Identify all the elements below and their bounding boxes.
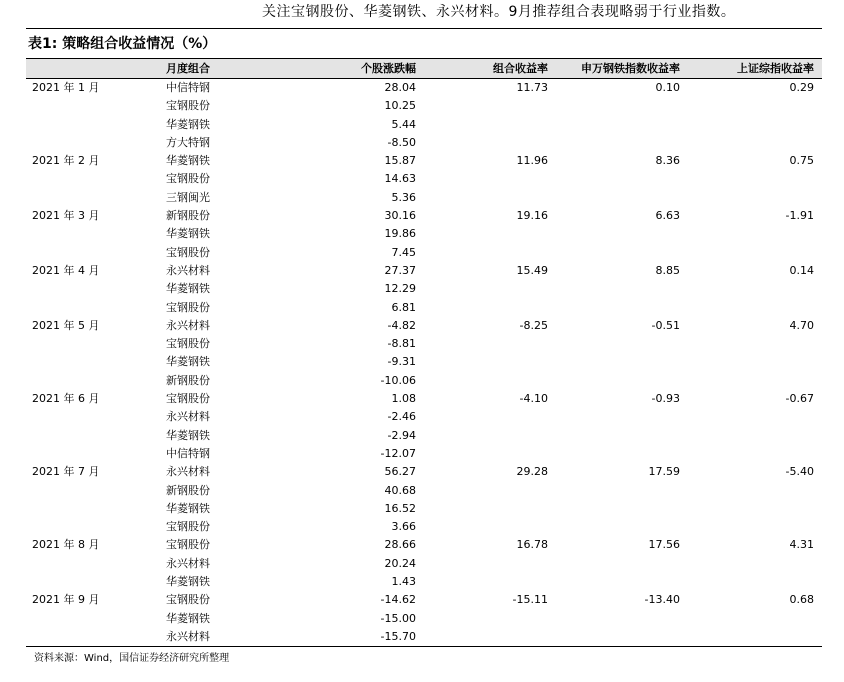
source-note: 资料来源：Wind，国信证券经济研究所整理: [34, 653, 230, 664]
change-cell: -12.07: [380, 446, 416, 460]
table-row: [26, 390, 822, 408]
table-bottom-rule: [26, 646, 822, 647]
stock-cell: 宝钢股份: [166, 172, 210, 186]
shanghai-return-cell: -1.91: [785, 209, 814, 223]
change-cell: -14.62: [380, 593, 416, 607]
stock-cell: 方大特钢: [166, 135, 210, 149]
industry-return-cell: 17.56: [648, 538, 680, 552]
stock-cell: 宝钢股份: [166, 300, 210, 314]
industry-return-cell: 17.59: [648, 465, 680, 479]
portfolio-returns-table: [26, 28, 822, 647]
stock-cell: 宝钢股份: [166, 392, 210, 406]
stock-cell: 华菱钢铁: [166, 282, 210, 296]
change-cell: -8.81: [387, 337, 416, 351]
stock-cell: 宝钢股份: [166, 99, 210, 113]
change-cell: 28.66: [384, 538, 416, 552]
table-row: [26, 97, 822, 115]
table-row: [26, 79, 822, 97]
table-row: [26, 225, 822, 243]
shanghai-return-cell: 0.29: [789, 81, 814, 94]
change-cell: 30.16: [384, 209, 416, 223]
month-cell: 2021 年 4 月: [32, 263, 100, 277]
portfolio-return-cell: 11.96: [516, 154, 548, 168]
change-cell: 56.27: [384, 465, 416, 479]
shanghai-return-cell: 0.14: [789, 263, 814, 277]
change-cell: 27.37: [384, 263, 416, 277]
change-cell: 7.45: [391, 245, 416, 259]
change-cell: 14.63: [384, 172, 416, 186]
industry-return-cell: -0.93: [651, 392, 680, 406]
change-cell: 1.08: [391, 392, 416, 406]
stock-cell: 宝钢股份: [166, 337, 210, 351]
change-cell: 15.87: [384, 154, 416, 168]
stock-cell: 永兴材料: [166, 263, 210, 277]
header-change: 个股涨跌幅: [361, 62, 416, 75]
stock-cell: 华菱钢铁: [166, 355, 210, 369]
stock-cell: 华菱钢铁: [166, 575, 210, 589]
stock-cell: 中信特钢: [166, 446, 210, 460]
table-row: [26, 189, 822, 207]
table-row: [26, 335, 822, 353]
table-row: [26, 591, 822, 609]
change-cell: -9.31: [387, 355, 416, 369]
table-row: [26, 518, 822, 536]
stock-cell: 宝钢股份: [166, 245, 210, 259]
table-row: [26, 207, 822, 225]
portfolio-return-cell: -15.11: [512, 593, 548, 607]
stock-cell: 永兴材料: [166, 465, 210, 479]
table-row: [26, 500, 822, 518]
table-row: [26, 280, 822, 298]
shanghai-return-cell: 0.75: [789, 154, 814, 168]
stock-cell: 永兴材料: [166, 318, 210, 332]
stock-cell: 永兴材料: [166, 556, 210, 570]
month-cell: 2021 年 8 月: [32, 538, 100, 552]
table-row: [26, 134, 822, 152]
stock-cell: 新钢股份: [166, 483, 210, 497]
change-cell: 20.24: [384, 556, 416, 570]
month-cell: 2021 年 9 月: [32, 593, 100, 607]
change-cell: -15.70: [380, 629, 416, 643]
shanghai-return-cell: 4.70: [789, 318, 814, 332]
change-cell: 40.68: [384, 483, 416, 497]
portfolio-return-cell: -8.25: [519, 318, 548, 332]
industry-return-cell: 8.85: [655, 263, 680, 277]
portfolio-return-cell: 16.78: [516, 538, 548, 552]
change-cell: 6.81: [391, 300, 416, 314]
table-row: [26, 152, 822, 170]
table-row: [26, 445, 822, 463]
change-cell: 1.43: [391, 575, 416, 589]
header-stock: 月度组合: [166, 62, 210, 75]
change-cell: 28.04: [384, 81, 416, 94]
table-row: [26, 317, 822, 335]
change-cell: -4.82: [387, 318, 416, 332]
table-row: [26, 408, 822, 426]
month-cell: 2021 年 5 月: [32, 318, 100, 332]
change-cell: -15.00: [380, 611, 416, 625]
table-body: [26, 79, 822, 646]
month-cell: 2021 年 6 月: [32, 392, 100, 406]
change-cell: -10.06: [380, 373, 416, 387]
table-row: [26, 610, 822, 628]
change-cell: 5.44: [391, 117, 416, 131]
change-cell: -2.46: [387, 410, 416, 424]
month-cell: 2021 年 1 月: [32, 81, 100, 94]
table-row: [26, 463, 822, 481]
table-row: [26, 353, 822, 371]
stock-cell: 华菱钢铁: [166, 227, 210, 241]
table-row: [26, 372, 822, 390]
table-row: [26, 262, 822, 280]
table-row: [26, 427, 822, 445]
portfolio-return-cell: -4.10: [519, 392, 548, 406]
stock-cell: 三钢闽光: [166, 190, 210, 204]
change-cell: 19.86: [384, 227, 416, 241]
stock-cell: 宝钢股份: [166, 520, 210, 534]
table-row: [26, 536, 822, 554]
change-cell: 3.66: [391, 520, 416, 534]
change-cell: -2.94: [387, 428, 416, 442]
header-shanghai: 上证综指收益率: [737, 62, 814, 75]
table-row: [26, 116, 822, 134]
stock-cell: 新钢股份: [166, 373, 210, 387]
industry-return-cell: 8.36: [655, 154, 680, 168]
stock-cell: 宝钢股份: [166, 538, 210, 552]
table-title: 表1: 策略组合收益情况（%）: [26, 28, 822, 58]
intro-text: 关注宝钢股份、华菱钢铁、永兴材料。9月推荐组合表现略弱于行业指数。: [262, 4, 736, 20]
stock-cell: 华菱钢铁: [166, 428, 210, 442]
stock-cell: 宝钢股份: [166, 593, 210, 607]
stock-cell: 华菱钢铁: [166, 501, 210, 515]
month-cell: 2021 年 7 月: [32, 465, 100, 479]
shanghai-return-cell: 0.68: [789, 593, 814, 607]
stock-cell: 华菱钢铁: [166, 154, 210, 168]
shanghai-return-cell: 4.31: [789, 538, 814, 552]
stock-cell: 新钢股份: [166, 209, 210, 223]
table-row: [26, 555, 822, 573]
stock-cell: 华菱钢铁: [166, 117, 210, 131]
industry-return-cell: 0.10: [655, 81, 680, 94]
industry-return-cell: -13.40: [644, 593, 680, 607]
change-cell: 16.52: [384, 501, 416, 515]
header-industry: 申万钢铁指数收益率: [581, 62, 680, 75]
stock-cell: 永兴材料: [166, 410, 210, 424]
stock-cell: 华菱钢铁: [166, 611, 210, 625]
header-portfolio: 组合收益率: [493, 62, 548, 75]
portfolio-return-cell: 29.28: [516, 465, 548, 479]
table-header-row: [26, 59, 822, 79]
stock-cell: 中信特钢: [166, 81, 210, 94]
table-row: [26, 170, 822, 188]
table-row: [26, 482, 822, 500]
stock-cell: 永兴材料: [166, 629, 210, 643]
month-cell: 2021 年 2 月: [32, 154, 100, 168]
change-cell: -8.50: [387, 135, 416, 149]
portfolio-return-cell: 15.49: [516, 263, 548, 277]
shanghai-return-cell: -5.40: [785, 465, 814, 479]
change-cell: 10.25: [384, 99, 416, 113]
table-row: [26, 244, 822, 262]
table-row: [26, 299, 822, 317]
change-cell: 5.36: [391, 190, 416, 204]
portfolio-return-cell: 19.16: [516, 209, 548, 223]
industry-return-cell: 6.63: [655, 209, 680, 223]
table-row: [26, 628, 822, 646]
month-cell: 2021 年 3 月: [32, 209, 100, 223]
portfolio-return-cell: 11.73: [516, 81, 548, 94]
industry-return-cell: -0.51: [651, 318, 680, 332]
shanghai-return-cell: -0.67: [785, 392, 814, 406]
table-row: [26, 573, 822, 591]
change-cell: 12.29: [384, 282, 416, 296]
